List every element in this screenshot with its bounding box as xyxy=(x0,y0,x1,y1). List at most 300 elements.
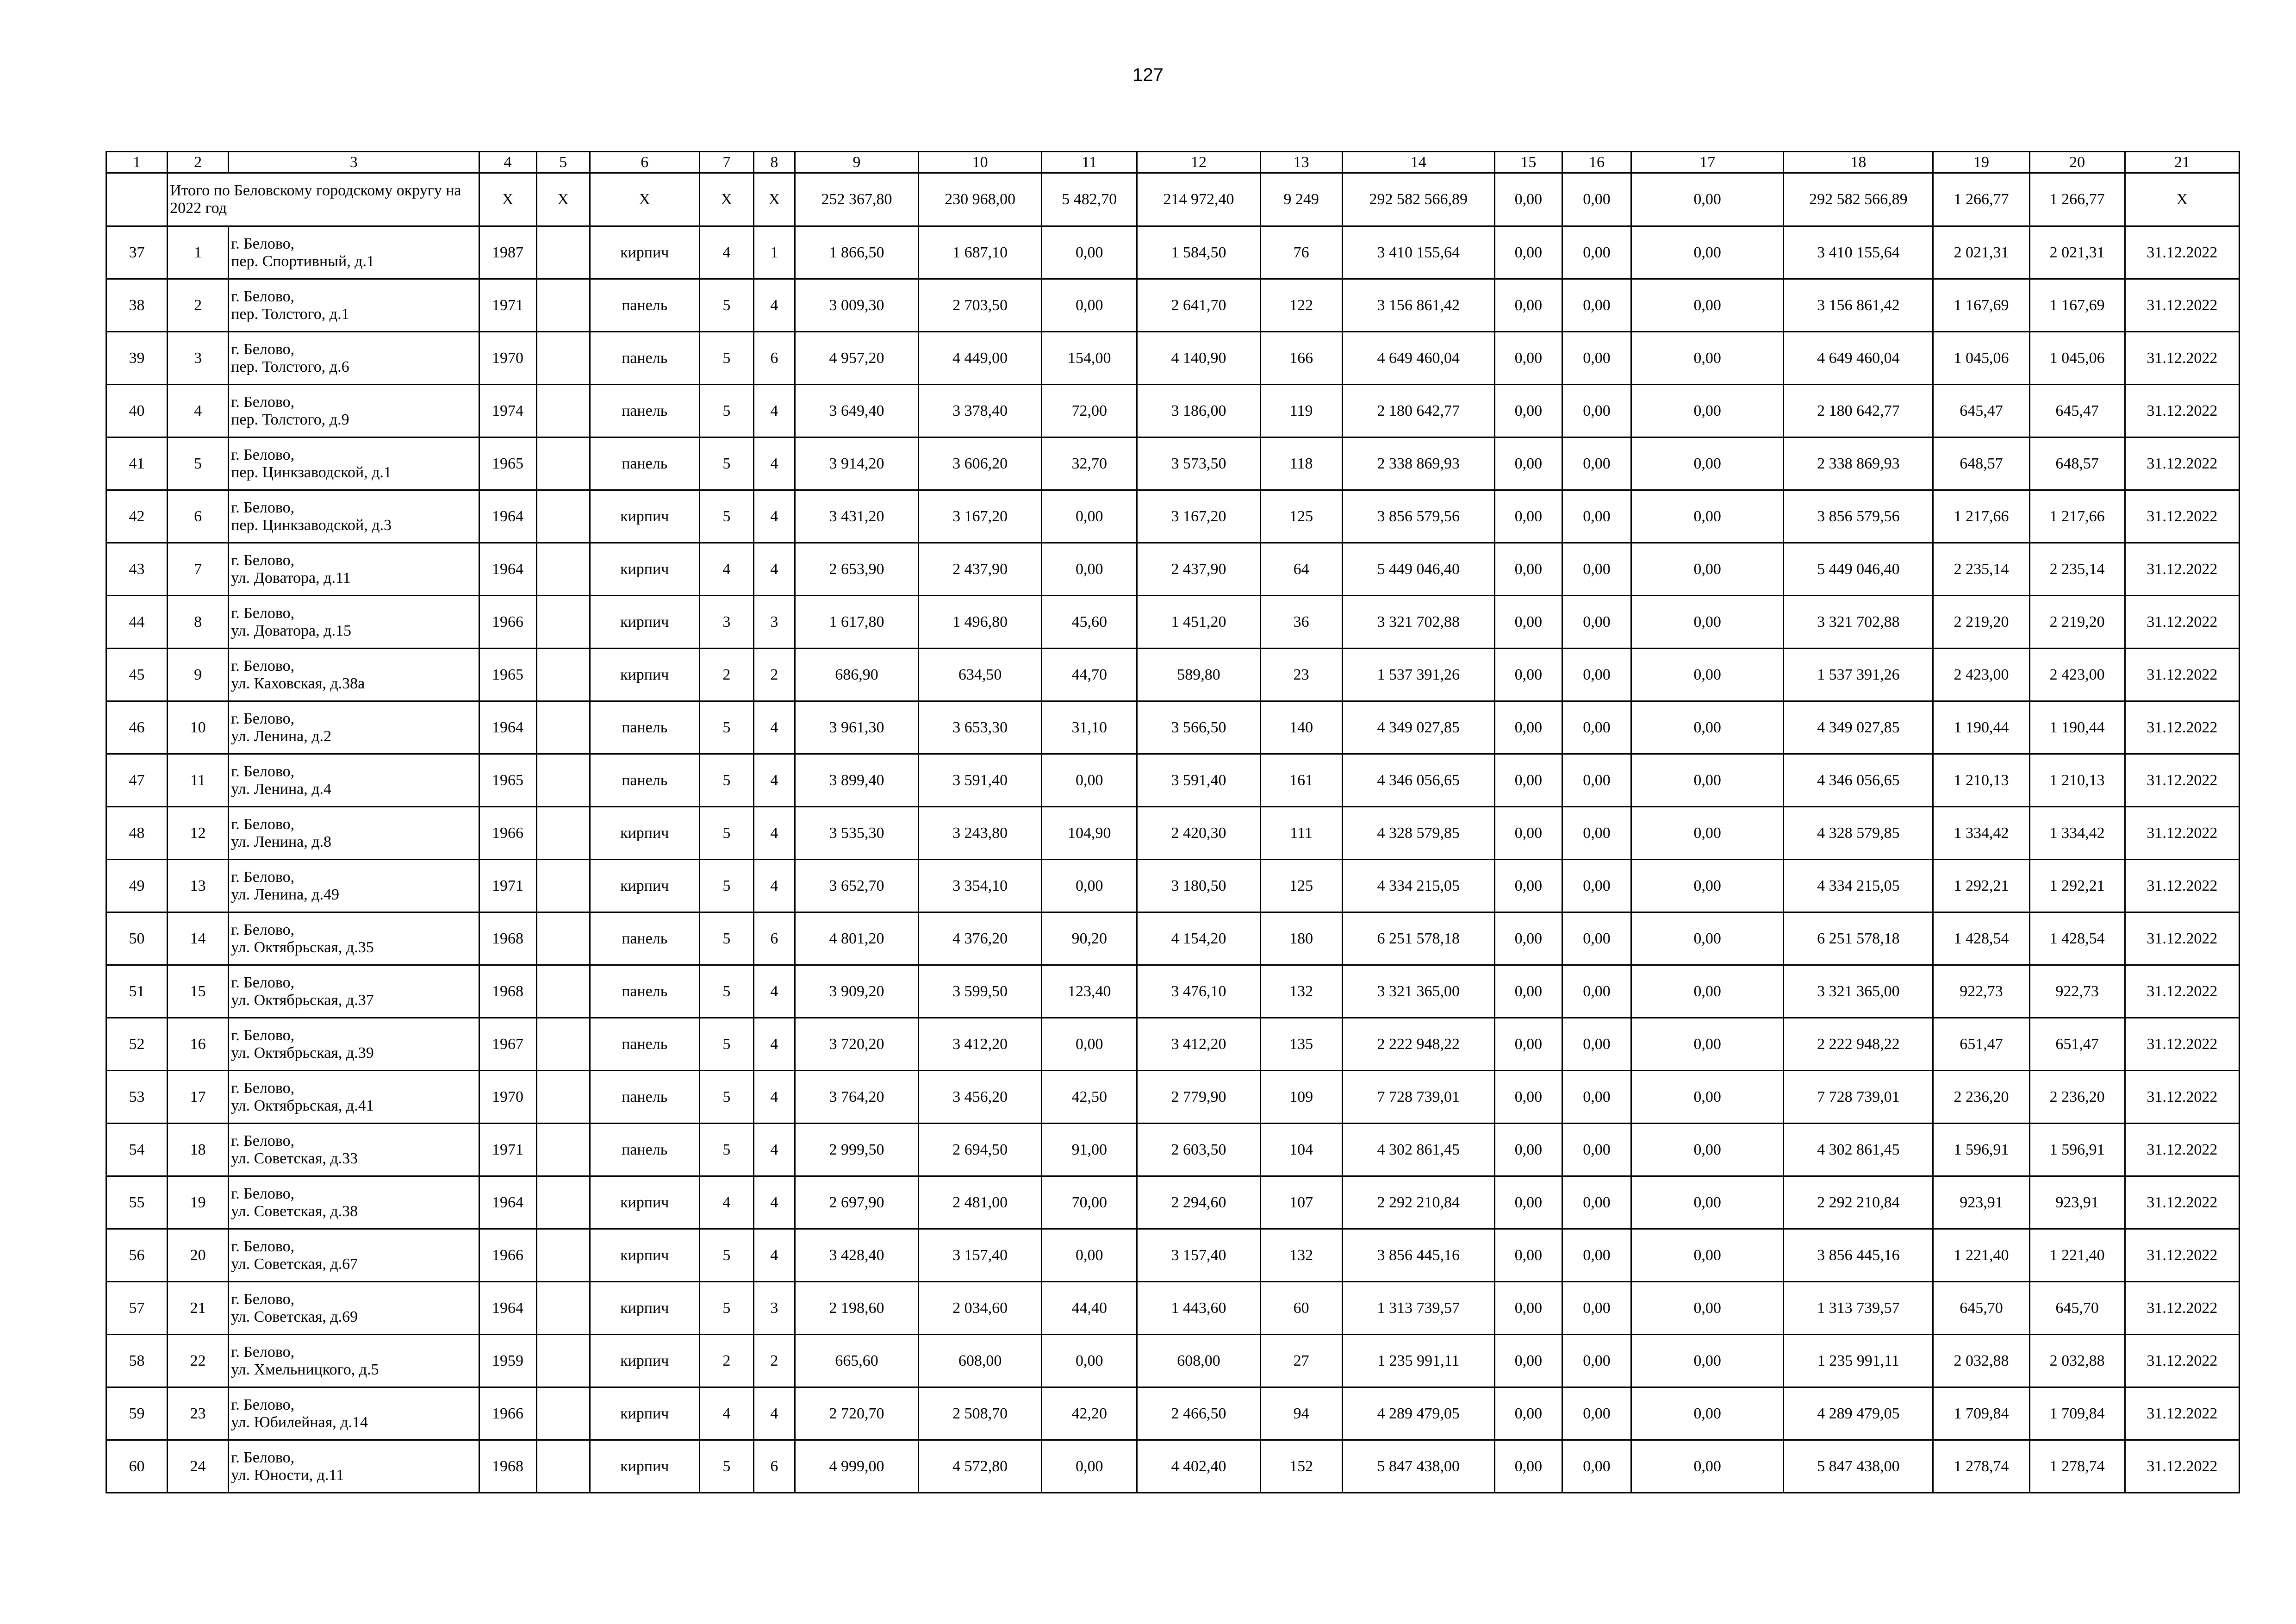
cell-material: кирпич xyxy=(590,596,699,649)
total-cell: 0,00 xyxy=(1631,173,1784,226)
column-number: 14 xyxy=(1342,152,1494,173)
cell-year: 1971 xyxy=(479,1124,536,1176)
cell-c16: 0,00 xyxy=(1562,226,1631,279)
cell-c10: 2 437,90 xyxy=(919,543,1042,596)
row-index: 9 xyxy=(168,649,229,701)
cell-floors: 5 xyxy=(699,754,753,807)
cell-c15: 0,00 xyxy=(1494,385,1562,437)
cell-year: 1987 xyxy=(479,226,536,279)
row-number: 44 xyxy=(106,596,168,649)
cell-entrances: 4 xyxy=(753,1229,795,1282)
row-number: 46 xyxy=(106,701,168,754)
row-number: 39 xyxy=(106,332,168,385)
cell-entrances: 3 xyxy=(753,1282,795,1335)
cell-c13: 132 xyxy=(1260,1229,1342,1282)
cell-c20: 1 190,44 xyxy=(2029,701,2125,754)
cell-c5 xyxy=(536,1387,590,1440)
cell-c5 xyxy=(536,701,590,754)
cell-year: 1968 xyxy=(479,1440,536,1493)
cell-c13: 132 xyxy=(1260,965,1342,1018)
cell-material: панель xyxy=(590,1071,699,1124)
cell-year: 1965 xyxy=(479,754,536,807)
cell-c17: 0,00 xyxy=(1631,1387,1784,1440)
cell-c14: 4 649 460,04 xyxy=(1342,332,1494,385)
cell-c14: 1 313 739,57 xyxy=(1342,1282,1494,1335)
cell-c19: 2 236,20 xyxy=(1933,1071,2029,1124)
cell-c20: 1 217,66 xyxy=(2029,490,2125,543)
cell-material: кирпич xyxy=(590,1335,699,1387)
cell-year: 1967 xyxy=(479,1018,536,1071)
cell-c11: 45,60 xyxy=(1042,596,1137,649)
cell-c21: 31.12.2022 xyxy=(2125,332,2239,385)
address-street: ул. Ленина, д.8 xyxy=(231,833,332,850)
cell-entrances: 4 xyxy=(753,437,795,490)
cell-c9: 4 957,20 xyxy=(795,332,918,385)
cell-floors: 5 xyxy=(699,860,753,912)
cell-entrances: 4 xyxy=(753,385,795,437)
cell-c10: 3 412,20 xyxy=(919,1018,1042,1071)
cell-c9: 686,90 xyxy=(795,649,918,701)
column-number: 13 xyxy=(1260,152,1342,173)
cell-c17: 0,00 xyxy=(1631,649,1784,701)
address-city: г. Белово, xyxy=(231,815,295,833)
cell-c19: 2 021,31 xyxy=(1933,226,2029,279)
cell-c5 xyxy=(536,754,590,807)
cell-c11: 44,70 xyxy=(1042,649,1137,701)
cell-year: 1965 xyxy=(479,437,536,490)
address-street: ул. Ленина, д.4 xyxy=(231,780,332,798)
cell-c17: 0,00 xyxy=(1631,1176,1784,1229)
cell-floors: 5 xyxy=(699,1282,753,1335)
table-row xyxy=(106,1124,2240,1176)
cell-c21: 31.12.2022 xyxy=(2125,385,2239,437)
address-street: ул. Октябрьская, д.35 xyxy=(231,938,374,956)
table-row xyxy=(106,1282,2240,1335)
cell-c13: 94 xyxy=(1260,1387,1342,1440)
cell-c19: 1 221,40 xyxy=(1933,1229,2029,1282)
cell-c15: 0,00 xyxy=(1494,754,1562,807)
cell-floors: 5 xyxy=(699,279,753,332)
cell-floors: 5 xyxy=(699,807,753,860)
table-row xyxy=(106,965,2240,1018)
cell-c17: 0,00 xyxy=(1631,226,1784,279)
total-cell: Х xyxy=(536,173,590,226)
cell-c18: 6 251 578,18 xyxy=(1784,912,1933,965)
address-street: ул. Юности, д.11 xyxy=(231,1466,344,1484)
cell-c13: 104 xyxy=(1260,1124,1342,1176)
table-row xyxy=(106,912,2240,965)
address-street: ул. Ленина, д.49 xyxy=(231,886,340,903)
cell-c13: 180 xyxy=(1260,912,1342,965)
cell-c16: 0,00 xyxy=(1562,1071,1631,1124)
row-number: 47 xyxy=(106,754,168,807)
row-index: 10 xyxy=(168,701,229,754)
cell-c19: 651,47 xyxy=(1933,1018,2029,1071)
cell-entrances: 4 xyxy=(753,1176,795,1229)
cell-c17: 0,00 xyxy=(1631,807,1784,860)
address-cell xyxy=(229,1124,479,1176)
address-cell xyxy=(229,701,479,754)
cell-c9: 3 764,20 xyxy=(795,1071,918,1124)
cell-c16: 0,00 xyxy=(1562,332,1631,385)
cell-c5 xyxy=(536,1335,590,1387)
cell-c11: 72,00 xyxy=(1042,385,1137,437)
table-row xyxy=(106,437,2240,490)
cell-c14: 4 328 579,85 xyxy=(1342,807,1494,860)
cell-c16: 0,00 xyxy=(1562,385,1631,437)
address-street: ул. Октябрьская, д.41 xyxy=(231,1097,374,1114)
cell-floors: 5 xyxy=(699,490,753,543)
cell-c21: 31.12.2022 xyxy=(2125,1124,2239,1176)
column-number: 7 xyxy=(699,152,753,173)
cell-c16: 0,00 xyxy=(1562,279,1631,332)
cell-c10: 608,00 xyxy=(919,1335,1042,1387)
cell-c17: 0,00 xyxy=(1631,1071,1784,1124)
address-city: г. Белово, xyxy=(231,1185,295,1202)
row-number: 50 xyxy=(106,912,168,965)
cell-c15: 0,00 xyxy=(1494,1124,1562,1176)
cell-c5 xyxy=(536,1071,590,1124)
cell-material: панель xyxy=(590,701,699,754)
cell-c15: 0,00 xyxy=(1494,701,1562,754)
cell-c15: 0,00 xyxy=(1494,1071,1562,1124)
cell-floors: 5 xyxy=(699,965,753,1018)
cell-c11: 42,20 xyxy=(1042,1387,1137,1440)
table-row xyxy=(106,543,2240,596)
cell-c12: 3 573,50 xyxy=(1137,437,1260,490)
address-street: ул. Ленина, д.2 xyxy=(231,727,332,745)
total-cell: 1 266,77 xyxy=(1933,173,2029,226)
row-index: 2 xyxy=(168,279,229,332)
column-number: 21 xyxy=(2125,152,2239,173)
total-cell: Х xyxy=(479,173,536,226)
cell-c15: 0,00 xyxy=(1494,1176,1562,1229)
address-city: г. Белово, xyxy=(231,868,295,886)
row-number: 48 xyxy=(106,807,168,860)
cell-c14: 3 856 579,56 xyxy=(1342,490,1494,543)
table-row xyxy=(106,1018,2240,1071)
cell-material: кирпич xyxy=(590,1440,699,1493)
cell-c12: 608,00 xyxy=(1137,1335,1260,1387)
cell-c9: 3 431,20 xyxy=(795,490,918,543)
cell-c14: 3 156 861,42 xyxy=(1342,279,1494,332)
cell-c13: 135 xyxy=(1260,1018,1342,1071)
table-row xyxy=(106,490,2240,543)
cell-c5 xyxy=(536,649,590,701)
cell-c14: 3 321 365,00 xyxy=(1342,965,1494,1018)
address-street: ул. Хмельницкого, д.5 xyxy=(231,1361,379,1378)
cell-c17: 0,00 xyxy=(1631,754,1784,807)
row-index: 11 xyxy=(168,754,229,807)
cell-c18: 4 328 579,85 xyxy=(1784,807,1933,860)
cell-entrances: 6 xyxy=(753,332,795,385)
cell-c14: 1 235 991,11 xyxy=(1342,1335,1494,1387)
column-number: 19 xyxy=(1933,152,2029,173)
table-row xyxy=(106,279,2240,332)
cell-c5 xyxy=(536,1282,590,1335)
cell-c18: 1 313 739,57 xyxy=(1784,1282,1933,1335)
cell-c14: 3 410 155,64 xyxy=(1342,226,1494,279)
column-number: 2 xyxy=(168,152,229,173)
cell-c9: 3 428,40 xyxy=(795,1229,918,1282)
cell-floors: 2 xyxy=(699,1335,753,1387)
address-city: г. Белово, xyxy=(231,1237,295,1255)
cell-c21: 31.12.2022 xyxy=(2125,226,2239,279)
row-index: 3 xyxy=(168,332,229,385)
cell-c20: 2 235,14 xyxy=(2029,543,2125,596)
cell-c15: 0,00 xyxy=(1494,1282,1562,1335)
cell-c12: 2 641,70 xyxy=(1137,279,1260,332)
cell-c15: 0,00 xyxy=(1494,1387,1562,1440)
cell-floors: 4 xyxy=(699,543,753,596)
cell-c20: 923,91 xyxy=(2029,1176,2125,1229)
column-number: 6 xyxy=(590,152,699,173)
cell-material: кирпич xyxy=(590,807,699,860)
cell-c13: 23 xyxy=(1260,649,1342,701)
cell-c11: 42,50 xyxy=(1042,1071,1137,1124)
cell-c13: 166 xyxy=(1260,332,1342,385)
column-number: 15 xyxy=(1494,152,1562,173)
column-number: 10 xyxy=(919,152,1042,173)
row-number: 38 xyxy=(106,279,168,332)
cell-material: панель xyxy=(590,1018,699,1071)
cell-entrances: 4 xyxy=(753,860,795,912)
cell-c15: 0,00 xyxy=(1494,965,1562,1018)
cell-c10: 4 572,80 xyxy=(919,1440,1042,1493)
total-cell: 0,00 xyxy=(1562,173,1631,226)
cell-c19: 2 219,20 xyxy=(1933,596,2029,649)
cell-c5 xyxy=(536,1018,590,1071)
cell-c5 xyxy=(536,279,590,332)
cell-c9: 3 535,30 xyxy=(795,807,918,860)
cell-c20: 1 210,13 xyxy=(2029,754,2125,807)
row-index: 12 xyxy=(168,807,229,860)
cell-c11: 0,00 xyxy=(1042,1440,1137,1493)
cell-year: 1974 xyxy=(479,385,536,437)
cell-c20: 1 292,21 xyxy=(2029,860,2125,912)
address-city: г. Белово, xyxy=(231,340,295,358)
cell-floors: 4 xyxy=(699,226,753,279)
address-city: г. Белово, xyxy=(231,235,295,252)
cell-c18: 2 292 210,84 xyxy=(1784,1176,1933,1229)
cell-c17: 0,00 xyxy=(1631,701,1784,754)
cell-c5 xyxy=(536,596,590,649)
row-index: 17 xyxy=(168,1071,229,1124)
cell-c16: 0,00 xyxy=(1562,860,1631,912)
cell-c19: 1 045,06 xyxy=(1933,332,2029,385)
row-index: 15 xyxy=(168,965,229,1018)
cell-entrances: 2 xyxy=(753,649,795,701)
cell-c15: 0,00 xyxy=(1494,1335,1562,1387)
cell-c16: 0,00 xyxy=(1562,1282,1631,1335)
row-number: 56 xyxy=(106,1229,168,1282)
cell-c13: 27 xyxy=(1260,1335,1342,1387)
address-city: г. Белово, xyxy=(231,1026,295,1044)
cell-c18: 5 847 438,00 xyxy=(1784,1440,1933,1493)
address-cell xyxy=(229,1282,479,1335)
cell-c19: 1 190,44 xyxy=(1933,701,2029,754)
column-number: 9 xyxy=(795,152,918,173)
cell-c13: 76 xyxy=(1260,226,1342,279)
cell-c21: 31.12.2022 xyxy=(2125,543,2239,596)
row-index: 14 xyxy=(168,912,229,965)
cell-year: 1964 xyxy=(479,1176,536,1229)
cell-c13: 119 xyxy=(1260,385,1342,437)
cell-material: кирпич xyxy=(590,1282,699,1335)
address-city: г. Белово, xyxy=(231,1132,295,1149)
cell-c11: 123,40 xyxy=(1042,965,1137,1018)
column-number: 11 xyxy=(1042,152,1137,173)
cell-c13: 36 xyxy=(1260,596,1342,649)
cell-c19: 2 032,88 xyxy=(1933,1335,2029,1387)
row-number: 54 xyxy=(106,1124,168,1176)
cell-c19: 2 235,14 xyxy=(1933,543,2029,596)
cell-c21: 31.12.2022 xyxy=(2125,754,2239,807)
cell-material: панель xyxy=(590,754,699,807)
cell-c19: 1 596,91 xyxy=(1933,1124,2029,1176)
cell-c11: 0,00 xyxy=(1042,543,1137,596)
cell-floors: 5 xyxy=(699,1018,753,1071)
cell-c13: 107 xyxy=(1260,1176,1342,1229)
address-street: ул. Доватора, д.15 xyxy=(231,622,351,639)
cell-c12: 3 412,20 xyxy=(1137,1018,1260,1071)
cell-c21: 31.12.2022 xyxy=(2125,596,2239,649)
row-number: 41 xyxy=(106,437,168,490)
cell-c18: 3 856 579,56 xyxy=(1784,490,1933,543)
cell-c9: 1 866,50 xyxy=(795,226,918,279)
cell-c16: 0,00 xyxy=(1562,701,1631,754)
cell-c9: 4 801,20 xyxy=(795,912,918,965)
cell-year: 1968 xyxy=(479,965,536,1018)
cell-material: панель xyxy=(590,385,699,437)
cell-c13: 60 xyxy=(1260,1282,1342,1335)
cell-c5 xyxy=(536,385,590,437)
cell-c9: 2 720,70 xyxy=(795,1387,918,1440)
cell-c17: 0,00 xyxy=(1631,912,1784,965)
cell-c12: 3 167,20 xyxy=(1137,490,1260,543)
cell-c17: 0,00 xyxy=(1631,279,1784,332)
cell-c12: 2 294,60 xyxy=(1137,1176,1260,1229)
address-cell xyxy=(229,437,479,490)
table-row xyxy=(106,1387,2240,1440)
cell-c21: 31.12.2022 xyxy=(2125,1018,2239,1071)
cell-c5 xyxy=(536,226,590,279)
cell-floors: 5 xyxy=(699,701,753,754)
cell-c13: 111 xyxy=(1260,807,1342,860)
cell-year: 1966 xyxy=(479,1229,536,1282)
cell-c11: 0,00 xyxy=(1042,279,1137,332)
cell-floors: 4 xyxy=(699,1176,753,1229)
row-index: 6 xyxy=(168,490,229,543)
cell-c14: 5 847 438,00 xyxy=(1342,1440,1494,1493)
cell-c14: 3 321 702,88 xyxy=(1342,596,1494,649)
column-number: 12 xyxy=(1137,152,1260,173)
total-cell: Х xyxy=(590,173,699,226)
cell-c14: 2 180 642,77 xyxy=(1342,385,1494,437)
cell-c21: 31.12.2022 xyxy=(2125,807,2239,860)
cell-c10: 634,50 xyxy=(919,649,1042,701)
cell-c20: 1 278,74 xyxy=(2029,1440,2125,1493)
cell-c11: 91,00 xyxy=(1042,1124,1137,1176)
cell-c5 xyxy=(536,490,590,543)
cell-material: кирпич xyxy=(590,1229,699,1282)
address-cell xyxy=(229,226,479,279)
cell-c16: 0,00 xyxy=(1562,754,1631,807)
cell-c20: 645,47 xyxy=(2029,385,2125,437)
cell-material: панель xyxy=(590,965,699,1018)
table-row xyxy=(106,1440,2240,1493)
address-city: г. Белово, xyxy=(231,1343,295,1361)
total-cell: 214 972,40 xyxy=(1137,173,1260,226)
cell-c15: 0,00 xyxy=(1494,226,1562,279)
cell-c16: 0,00 xyxy=(1562,1335,1631,1387)
cell-c21: 31.12.2022 xyxy=(2125,437,2239,490)
cell-entrances: 4 xyxy=(753,965,795,1018)
cell-c18: 4 289 479,05 xyxy=(1784,1387,1933,1440)
address-city: г. Белово, xyxy=(231,657,295,675)
address-street: пер. Толстого, д.1 xyxy=(231,305,349,323)
cell-c15: 0,00 xyxy=(1494,860,1562,912)
cell-year: 1965 xyxy=(479,649,536,701)
total-cell: 0,00 xyxy=(1494,173,1562,226)
cell-c19: 922,73 xyxy=(1933,965,2029,1018)
address-cell xyxy=(229,490,479,543)
table-row xyxy=(106,1071,2240,1124)
cell-c14: 1 537 391,26 xyxy=(1342,649,1494,701)
cell-c21: 31.12.2022 xyxy=(2125,965,2239,1018)
total-cell: Х xyxy=(699,173,753,226)
cell-c20: 1 428,54 xyxy=(2029,912,2125,965)
address-city: г. Белово, xyxy=(231,446,295,463)
row-number: 57 xyxy=(106,1282,168,1335)
cell-c9: 665,60 xyxy=(795,1335,918,1387)
cell-c17: 0,00 xyxy=(1631,1229,1784,1282)
cell-c21: 31.12.2022 xyxy=(2125,1440,2239,1493)
cell-entrances: 4 xyxy=(753,279,795,332)
cell-c20: 1 167,69 xyxy=(2029,279,2125,332)
address-street: пер. Толстого, д.6 xyxy=(231,358,349,375)
address-cell xyxy=(229,860,479,912)
address-street: ул. Советская, д.38 xyxy=(231,1202,358,1220)
column-number: 20 xyxy=(2029,152,2125,173)
cell-c20: 2 021,31 xyxy=(2029,226,2125,279)
cell-c13: 125 xyxy=(1260,860,1342,912)
table-row xyxy=(106,649,2240,701)
cell-material: кирпич xyxy=(590,490,699,543)
row-index: 8 xyxy=(168,596,229,649)
table-row xyxy=(106,332,2240,385)
cell-c16: 0,00 xyxy=(1562,1176,1631,1229)
row-index: 18 xyxy=(168,1124,229,1176)
cell-c11: 90,20 xyxy=(1042,912,1137,965)
address-cell xyxy=(229,965,479,1018)
cell-c18: 3 410 155,64 xyxy=(1784,226,1933,279)
cell-c16: 0,00 xyxy=(1562,807,1631,860)
cell-c15: 0,00 xyxy=(1494,279,1562,332)
cell-material: кирпич xyxy=(590,649,699,701)
total-cell: 5 482,70 xyxy=(1042,173,1137,226)
row-number: 60 xyxy=(106,1440,168,1493)
cell-c19: 648,57 xyxy=(1933,437,2029,490)
cell-year: 1971 xyxy=(479,279,536,332)
row-number: 43 xyxy=(106,543,168,596)
cell-c15: 0,00 xyxy=(1494,490,1562,543)
address-cell xyxy=(229,332,479,385)
cell-c13: 118 xyxy=(1260,437,1342,490)
cell-c21: 31.12.2022 xyxy=(2125,1387,2239,1440)
column-number: 18 xyxy=(1784,152,1933,173)
table-row xyxy=(106,1176,2240,1229)
